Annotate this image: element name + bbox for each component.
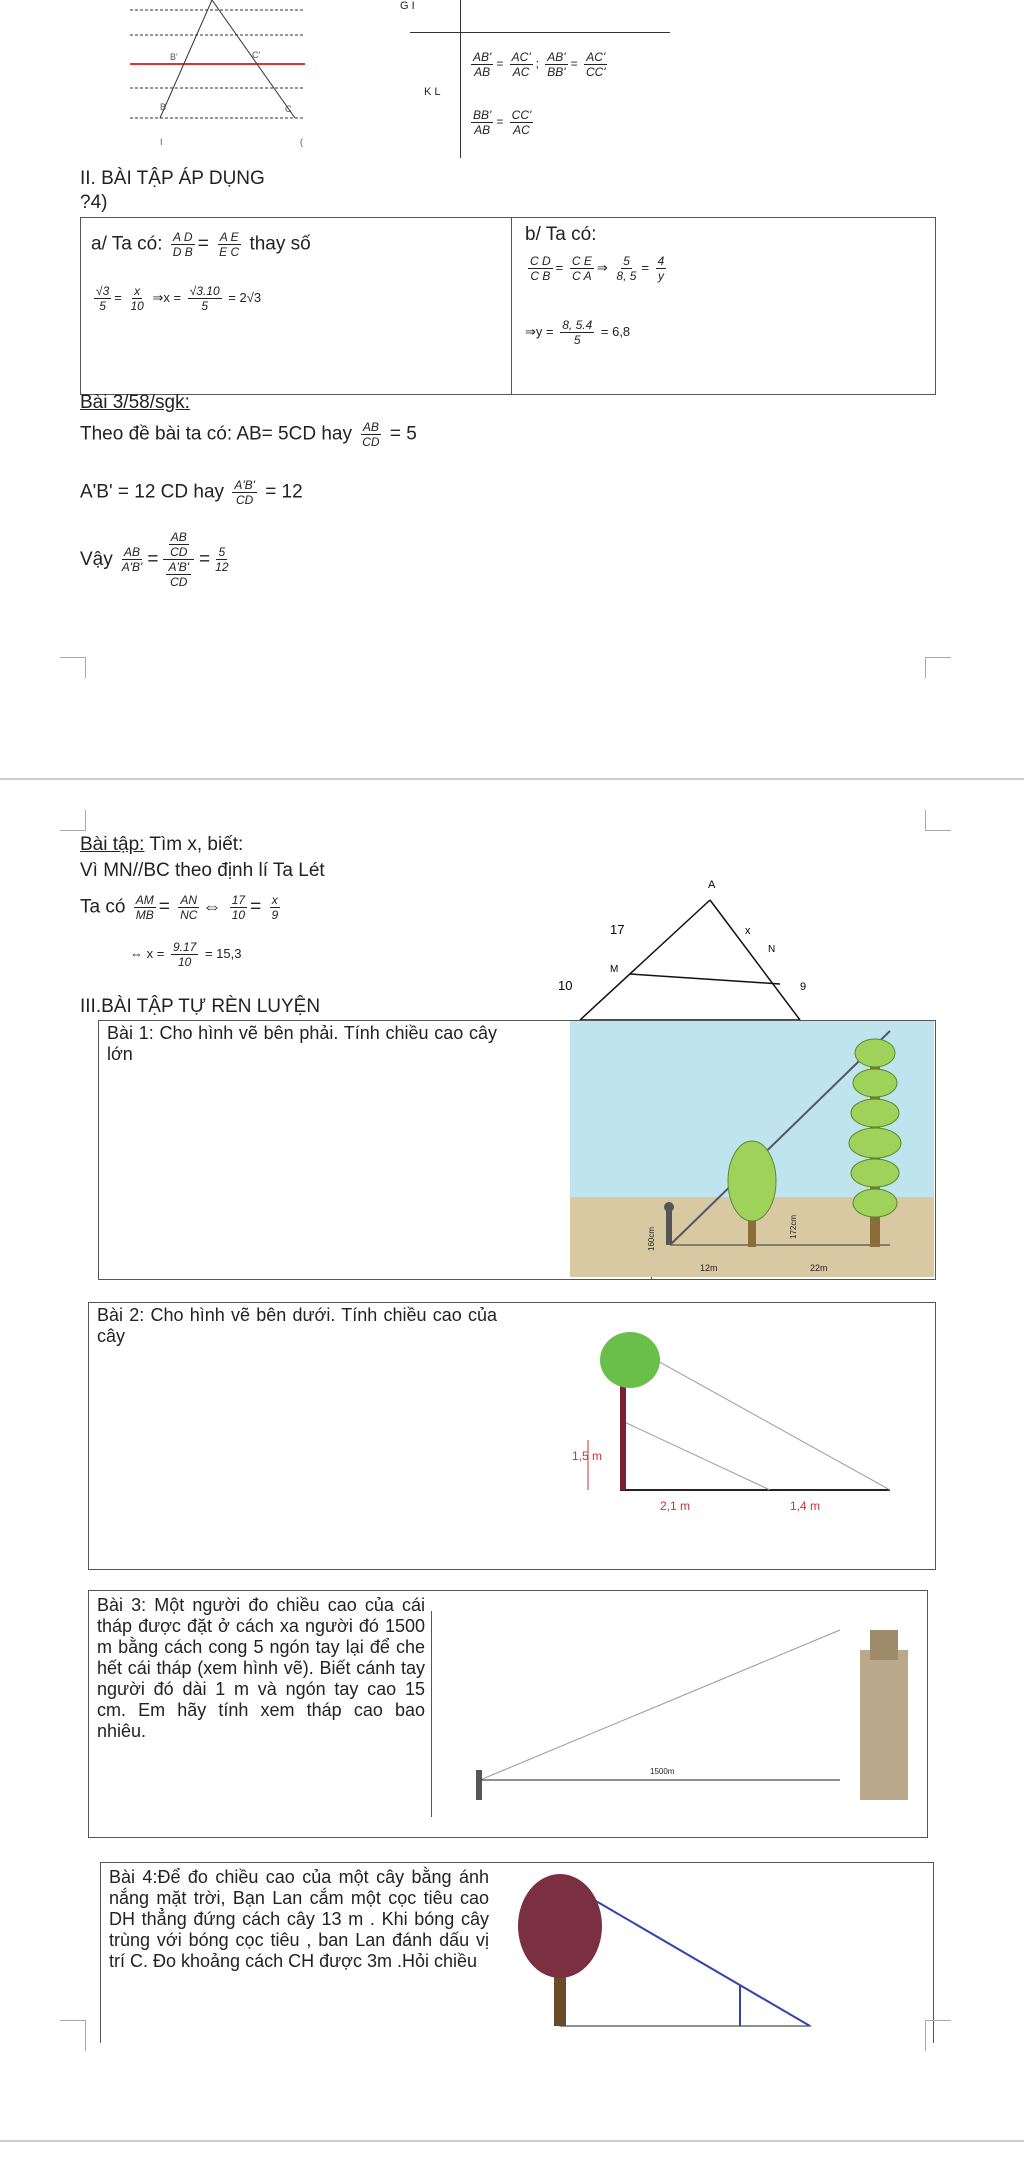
baitap-d2: NC [180,908,198,922]
bai1-body: Cho hình vẽ bên phải. Tính chiều cao cây lớn [107,1023,497,1064]
q4a-l2-n2: x [134,284,141,298]
q4b-l2-n: 8, 5.4 [562,318,593,332]
q4a-suffix: thay số [249,233,311,255]
tri-label-17: 17 [610,922,625,937]
bai1-text [107,1023,497,1065]
q4a-l2-n1: √3 [96,284,110,298]
r1-n1: AB' [473,50,492,64]
ratio-row1: $\frac{AB'}{AB}$ = $\frac{AC'}{AC}$ ; $\frac{AB'}{BB'}$ = $\frac{AC'}{CC'}$ [473,50,606,79]
bai3-divider [431,1611,432,1817]
slide-corner-left-2 [60,810,86,831]
tri-label-x: x [745,925,751,937]
bai3-line2-text: A'B' = 12 CD hay [80,481,225,503]
bai1-figure [570,1021,934,1277]
baitap-d4: 9 [271,908,279,922]
q4b-n2: C E [571,254,592,268]
bai3-l3-dn: A'B' [168,560,190,574]
svg-text:B: B [160,102,167,112]
bai3-line3-text: Vậy [80,548,113,570]
r1-n4: AC' [586,50,606,64]
bai1-fig-160cm: 160cm [647,1226,656,1251]
section2-heading: II. BÀI TẬP ÁP DỤNG [80,168,265,189]
q4a-n2: A E [219,230,239,244]
baitap-n3: 17 [231,893,246,907]
q4a-d1: D B [172,245,193,259]
bai3-l3-d12: 12 [215,560,229,574]
q4b-prefix: b/ Ta có: [525,224,597,245]
baitap-line2: Ta có $\frac{AM}{MB}$ = $\frac{AN}{NC}$ ⇔ $\frac{17}{10}$ = $\frac{x}{9}$ [80,893,279,922]
bai4-problem-text: Bài 4:Để đo chiều cao của một cây bằng ánh nắng mặt trời, Bạn Lan cắm một cọc tiêu cao DH thẳng đứng cách cây 13 m . Khi bóng cây trùng với bóng cọc tiêu , ban Lan đánh dấu vị trí C. Đo khoảng cách CH được 3m .Hỏi chiều [109,1867,489,1971]
baitap-title-rest: Tìm x, biết: [144,834,244,855]
r1-n2: AC' [511,50,531,64]
slide-corner-left-3 [60,2020,86,2051]
tri-label-N: N [768,944,776,955]
bai3-l2-n: A'B' [234,478,255,492]
baitap-d1: MB [135,908,154,922]
bai2-figure [560,1320,900,1520]
q4a-line1: a/ Ta có: $\frac{\text{A D}}{\text{D B}}$ = $\frac{\text{A E}}{\text{E C}}$ thay số [91,230,311,259]
bai1-label: Bài 1: [107,1023,154,1043]
bai3-sgk-title-text: Bài 3/58/sgk: [80,392,190,413]
tri-label-M: M [610,964,619,975]
bai1-fig-172cm: 172cm [789,1214,798,1239]
svg-text:I: I [160,137,163,147]
q4a-n1: A D [172,230,193,244]
table-header: G I [400,0,415,12]
svg-text:C': C' [252,50,261,60]
baitap-l3-pre: ⇔ x = [130,945,165,961]
row-label: K L [424,86,441,98]
baitap-l3-res: = 15,3 [204,945,242,961]
bai3-l1-d: CD [362,435,380,449]
q4a-l2-d3: 5 [201,299,209,313]
baitap-n4: x [271,893,278,907]
top-table [400,0,680,160]
r2-n2: CC' [511,108,532,122]
q4b-line2 [525,318,630,347]
slide-corner-right-2 [925,810,951,831]
q4b-line1: $\frac{\text{C D}}{\text{C B}}$ = $\frac{\text{C E}}{\text{C A}}$ ⇒ $\frac{5}{8, 5}$ = $\frac{4}{y}$ [530,254,665,283]
q4b-n1: C D [530,254,551,268]
r2-d2: AC [513,123,530,137]
table-rule-v [460,0,461,158]
r1-d3: BB' [547,65,566,79]
table-rule-h [410,32,670,33]
page-divider-1 [0,778,1024,780]
bai3-fig-1500m: 1500m [650,1767,675,1776]
q4b-l2-d: 5 [573,333,581,347]
q4a-prefix: a/ Ta có: [91,233,163,255]
bai3-l3-d: A'B' [121,560,143,574]
baitap-n1: AM [135,893,154,907]
bai2-body: Cho hình vẽ bên dưới. Tính chiều cao của cây [97,1305,497,1346]
bai3-line3: Vậy $\frac{AB}{A'B'}$ = $\frac{\frac{AB}{CD}}{\frac{A'B'}{CD}}$ = $\frac{5}{12}$ [80,530,229,589]
bai3-sgk-title [80,392,190,414]
bai2-text [97,1305,497,1347]
q4a-l2-res: = 2√3 [228,289,262,305]
baitap-n2: AN [180,893,198,907]
bai3-l2-res: = 12 [265,481,303,503]
bai3-compound-frac [161,530,196,589]
bai3-figure [440,1610,920,1820]
q4a-l2-mid: ⇒x = [152,289,182,305]
r1-d2: AC [512,65,530,79]
q4a-l2-d1: 5 [99,299,106,313]
baitap-line1: Vì MN//BC theo định lí Ta Lét [80,860,325,881]
slide-corner-right-3 [925,2020,951,2051]
baitap-title [80,834,243,856]
bai3-l3-dd: CD [170,575,188,589]
q4b-d3: 8, 5 [616,269,637,283]
r1-d4: CC' [585,65,606,79]
svg-text:(: ( [300,137,303,147]
bai2-fig-b: 1,4 m [790,1499,821,1513]
slide-corner-left [60,657,86,678]
q4b-l2-res: = 6,8 [600,323,631,339]
q4b-n4: 4 [657,254,665,268]
baitap-l3-n: 9.17 [172,940,197,954]
bai3-problem-text: Bài 3: Một người đo chiều cao của cái tháp được đặt ở cách xa người đó 1500 m bằng cách cong 5 ngón tay lại để che hết cái tháp (xem hình vẽ). Biết cánh tay người đó dài 1 m và ngón tay cao 15 cm. Em hãy tính xem tháp cao bao nhiêu. [97,1595,425,1741]
bai1-fig-22m: 22m [810,1263,828,1273]
bai3-l3-n: AB [124,545,141,559]
top-left-figure [120,0,320,150]
bai3-l3-nn: AB [170,530,187,544]
q4-table-divider [511,218,512,394]
bai3-line2 [80,478,303,507]
page-divider-2 [0,2140,1024,2142]
section3-heading: III.BÀI TẬP TỰ RÈN LUYỆN [80,996,321,1017]
bai3-line1-text: Theo đề bài ta có: AB= 5CD hay [80,423,352,445]
svg-text:C: C [285,104,292,114]
tri-label-A: A [708,879,716,891]
ratio-row2: $\frac{BB'}{AB}$ = $\frac{CC'}{AC}$ [473,108,532,137]
tri-label-10: 10 [558,978,573,993]
bai2-fig-h: 1,5 m [572,1449,603,1463]
baitap-line3 [130,940,241,969]
bai1-fig-12m: 12m [700,1263,718,1273]
bai3-line1 [80,420,417,449]
baitap-title-text: Bài tập: [80,834,145,855]
bai4-figure [500,1876,840,2036]
r1-n3: AB' [547,50,566,64]
r1-d1: AB [474,65,491,79]
bai3-l1-res: = 5 [389,423,417,445]
bai2-fig-a: 2,1 m [660,1499,691,1513]
q4a-d2: E C [219,245,240,259]
bai3-l3-nd: CD [170,545,188,559]
slide-corner-right [925,657,951,678]
q4a-l2-d2: 10 [130,299,144,313]
q4b-d1: C B [530,269,551,283]
r2-n1: BB' [473,108,492,122]
baitap-line2-text: Ta có [80,896,126,918]
q4b-d4: y [658,269,664,283]
q4-answer-table [80,217,936,395]
baitap-l3-d: 10 [177,955,192,969]
baitap-d3: 10 [231,908,246,922]
tri-label-9: 9 [800,981,807,993]
q4b-l2-pre: ⇒y = [525,323,554,339]
q4-label: ?4) [80,192,108,213]
bai3-l1-n: AB [362,420,379,434]
q4a-line2: $\frac{√3}{5}$ = $\frac{x}{10}$ ⇒x = $\frac{√3.10}{5}$ = 2√3 [96,284,262,313]
bai3-l3-n5: 5 [218,545,226,559]
q4b-d2: C A [572,269,592,283]
q4b-n3: 5 [623,254,630,268]
q4a-l2-n3: √3.10 [189,284,220,298]
bai2-label: Bài 2: [97,1305,145,1325]
svg-text:B': B' [170,52,178,62]
bai3-l2-d: CD [235,493,254,507]
r2-d1: AB [474,123,491,137]
